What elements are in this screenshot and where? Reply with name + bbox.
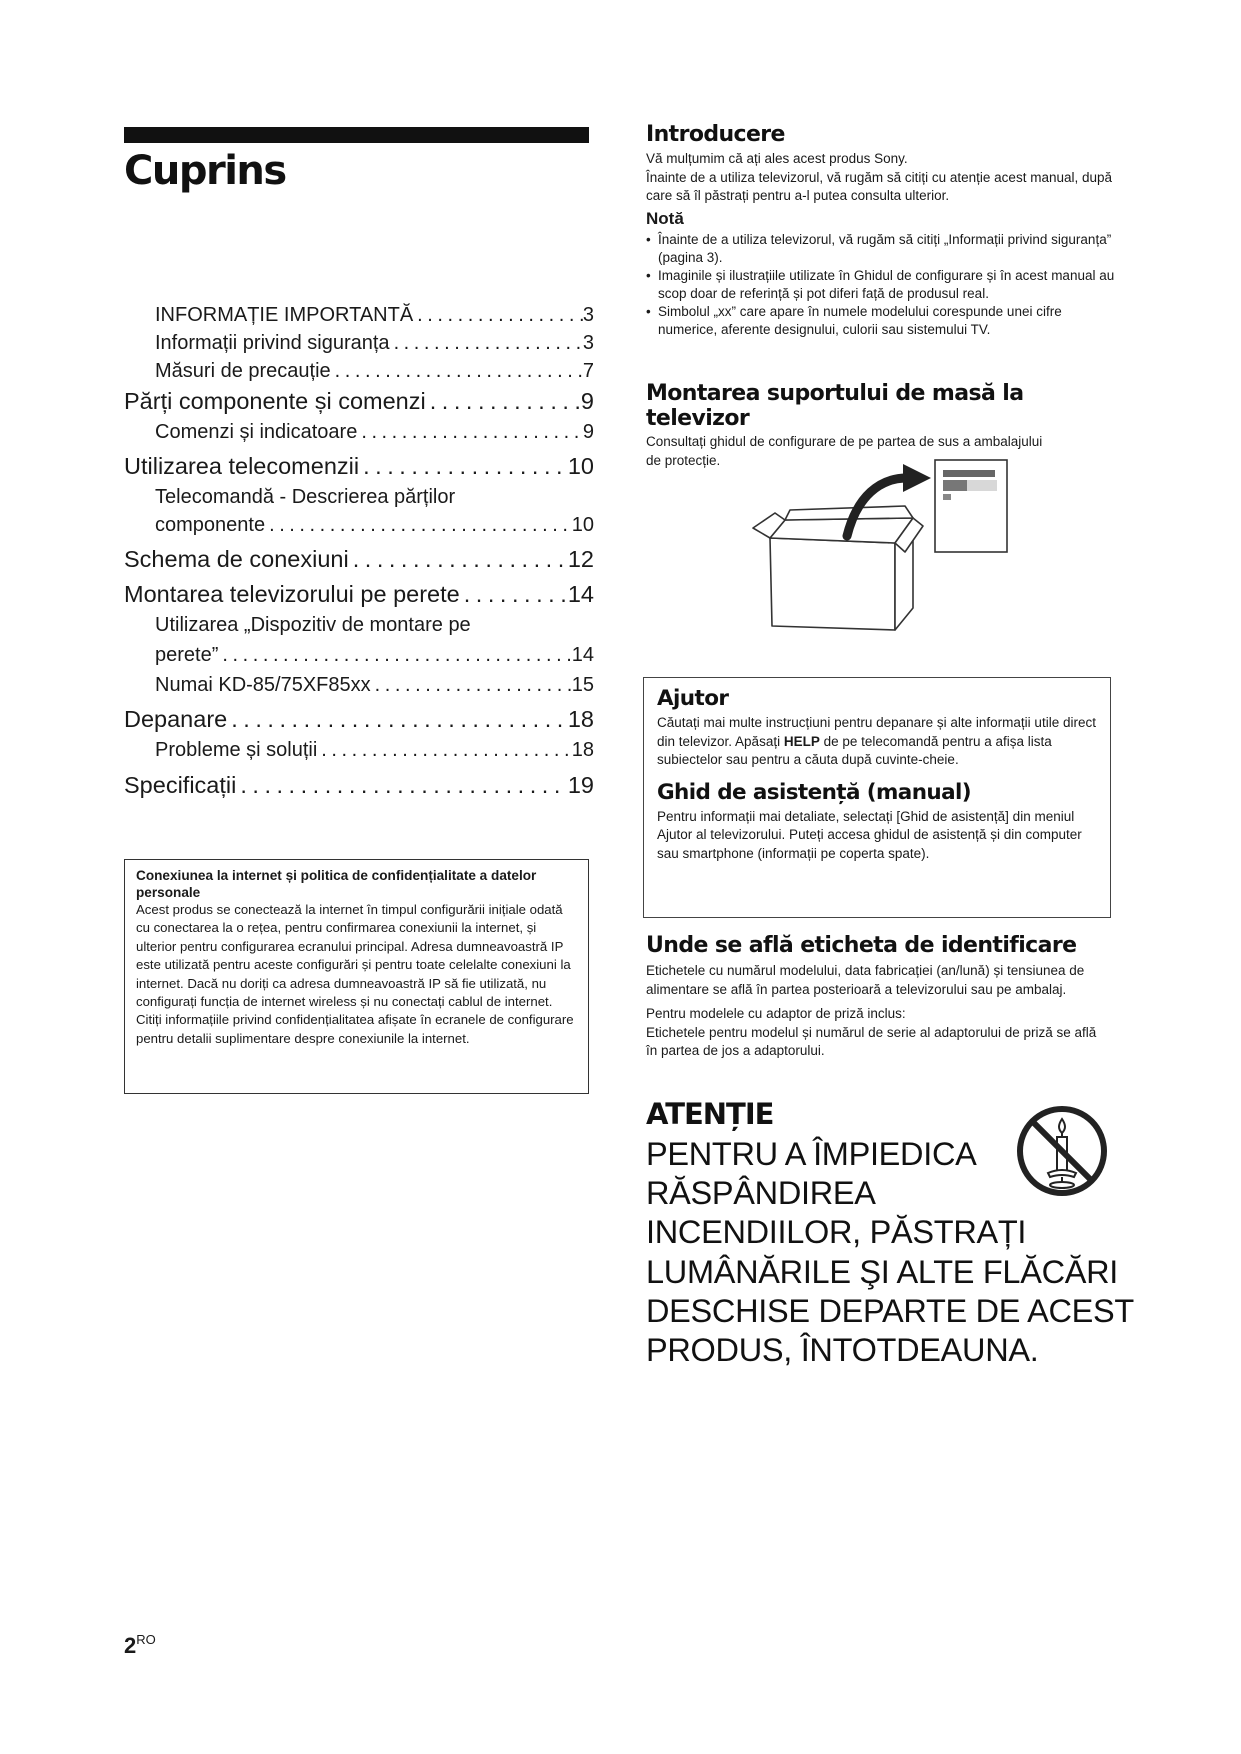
warning-line: PRODUS, ÎNTOTDEAUNA. (646, 1332, 1039, 1369)
warning-line: INCENDIILOR, PĂSTRAȚI (646, 1214, 1027, 1251)
toc-entry[interactable] (124, 671, 594, 699)
note-list (646, 231, 1116, 339)
toc-entry-page: 14 (567, 581, 594, 607)
intro-line-2: Înainte de a utiliza televizorul, vă rugăm să citiți cu atenție acest manual, după care să îl păstrați pentru a-l putea consulta ulterior. (646, 169, 1113, 203)
toc-entry-text: Informații privind siguranța (155, 332, 390, 354)
toc-entry-text: Montarea televizorului pe perete (124, 581, 460, 607)
help-heading: Ajutor (657, 686, 729, 711)
privacy-heading: Conexiunea la internet și politica de confidențialitate a datelor personale (136, 868, 537, 900)
toc-entry-text: Măsuri de precauție (155, 360, 331, 382)
toc-entry[interactable] (124, 578, 594, 611)
toc-entry[interactable] (124, 703, 594, 736)
note-item: • Imaginile și ilustrațiile utilizate în Ghidul de configurare și în acest manual au scop doar de referință și pot diferi față de produsul real. (646, 267, 1116, 303)
intro-heading: Introducere (646, 122, 785, 147)
warning-line: DESCHISE DEPARTE DE ACEST (646, 1292, 1134, 1329)
toc-entry-page: 10 (571, 514, 594, 536)
page-number: $2^{RO}$ (124, 1632, 156, 1658)
warning-line: RĂSPÂNDIREA (646, 1175, 876, 1212)
toc-entry-page: 3 (582, 304, 594, 326)
toc-entry[interactable] (124, 385, 594, 418)
guide-heading: Ghid de asistență (manual) (657, 779, 972, 805)
toc-entry[interactable] (124, 736, 594, 764)
toc-entry-text: Probleme și soluții (155, 739, 318, 761)
toc-entry-page: 9 (580, 388, 594, 414)
toc-entry-text: Utilizarea „Dispozitiv de montare pe (155, 614, 471, 636)
label-body-2: Pentru modelele cu adaptor de priză inclus: (646, 1006, 906, 1021)
toc-entry[interactable] (124, 418, 594, 446)
label-section (646, 933, 1116, 1061)
toc-entry-page: 3 (582, 332, 594, 354)
guide-body: Pentru informații mai detaliate, selectați [Ghid de asistență] din meniul Ajutor al televizorului. Puteți accesa ghidul de asistență și din computer sau smartphone (informații pe coperta spate). (657, 808, 1082, 861)
toc-entry-page: 18 (571, 739, 594, 761)
toc-entry-text: Telecomandă - Descrierea părților (155, 486, 456, 508)
toc-entry-text: Comenzi și indicatoare (155, 421, 358, 443)
stand-section (646, 381, 1116, 470)
toc-entry[interactable] (124, 483, 594, 511)
toc-entry-text: INFORMAȚIE IMPORTANTĂ (155, 304, 414, 326)
label-body-1: Etichetele cu numărul modelului, data fabricației (an/lună) și tensiunea de alimentare se află în partea posterioară a televizorului sau pe ambalaj. (646, 963, 1085, 997)
toc-entry-page: 10 (567, 453, 594, 479)
toc-entry[interactable] (124, 769, 594, 802)
tv-box-guide-illustration (745, 458, 1015, 638)
help-body: Căutați mai multe instrucțiuni pentru depanare și alte informații utile direct din televizor. Apăsați HELP de pe telecomandă pentru a afișa lista subiectelor sau pentru a căuta după cuvinte-cheie. (657, 715, 1096, 768)
note-item: • Simbolul „xx” care apare în numele modelului corespunde unei cifre numerice, aferente designului, culorii sau sistemului TV. (646, 303, 1116, 339)
stand-heading: Montarea suportului de masă la televizor (646, 381, 1024, 431)
intro-line-1: Vă mulțumim că ați ales acest produs Sony. (646, 151, 908, 166)
toc-title: Cuprins (124, 148, 286, 194)
toc-entry-page: 14 (571, 644, 594, 666)
warning-heading: ATENȚIE (646, 1097, 774, 1131)
toc-entry[interactable] (124, 611, 594, 639)
help-info-box (643, 677, 1111, 918)
toc-entry-text: perete” (155, 644, 219, 666)
toc-entry[interactable] (124, 357, 594, 385)
toc-entry-text: Schema de conexiuni (124, 546, 349, 572)
toc-entry-page: 9 (582, 421, 594, 443)
table-of-contents (124, 301, 594, 802)
toc-entry[interactable] (124, 329, 594, 357)
toc-entry-text: Depanare (124, 706, 228, 732)
toc-entry-text: Utilizarea telecomenzii (124, 453, 360, 479)
note-item: • Înainte de a utiliza televizorul, vă rugăm să citiți „Informații privind siguranța” (pagina 3). (646, 231, 1116, 267)
toc-entry-page: 19 (567, 772, 594, 798)
toc-entry[interactable] (124, 450, 594, 483)
toc-entry-text: Părți componente și comenzi (124, 388, 426, 414)
stand-body: Consultați ghidul de configurare de pe partea de sus a ambalajului de protecție. (646, 434, 1043, 468)
toc-entry-page: 12 (567, 546, 594, 572)
toc-entry-page: 18 (567, 706, 594, 732)
toc-entry-text: Specificații (124, 772, 237, 798)
toc-entry-page: 15 (571, 674, 594, 696)
privacy-body: Acest produs se conectează la internet în timpul configurării inițiale odată cu conectarea la o rețea, pentru confirmarea conexiunii la internet, și ulterior pentru configurarea ecranului principal. Adresa dumneavoastră IP este utilizată pentru aceste configurări și pentru toate celelalte conexiuni la internet. Dacă nu doriți ca adresa dumneavoastră IP să fie utilizată, nu configurați funcția de internet wireless și nu conectați cablul de internet. Citiți informațiile privind confidențialitatea afișate în ecranele de configurare pentru detalii suplimentare despre conexiunile la internet. (136, 902, 574, 1046)
label-heading: Unde se află eticheta de identificare (646, 933, 1077, 958)
warning-line: PENTRU A ÎMPIEDICA (646, 1136, 977, 1172)
toc-entry[interactable] (124, 543, 594, 576)
help-key: HELP (783, 733, 820, 749)
header-rule (124, 127, 589, 143)
note-heading: Notă (646, 208, 684, 228)
toc-entry-text: componente (155, 514, 266, 536)
toc-entry[interactable] (124, 639, 594, 671)
privacy-notice-box (124, 859, 589, 1094)
label-body-3: Etichetele pentru modelul și numărul de serie al adaptorului de priză se află în partea de jos a adaptorului. (646, 1024, 1097, 1058)
toc-entry[interactable] (124, 301, 594, 329)
no-candle-icon (1014, 1103, 1110, 1199)
toc-entry[interactable] (124, 511, 594, 539)
page-lang: RO (136, 1632, 156, 1647)
toc-entry-page: 7 (582, 360, 594, 382)
toc-entry-text: Numai KD-85/75XF85xx (155, 674, 371, 696)
intro-section (646, 122, 1116, 339)
warning-line: LUMÂNĂRILE ŞI ALTE FLĂCĂRI (646, 1253, 1119, 1290)
